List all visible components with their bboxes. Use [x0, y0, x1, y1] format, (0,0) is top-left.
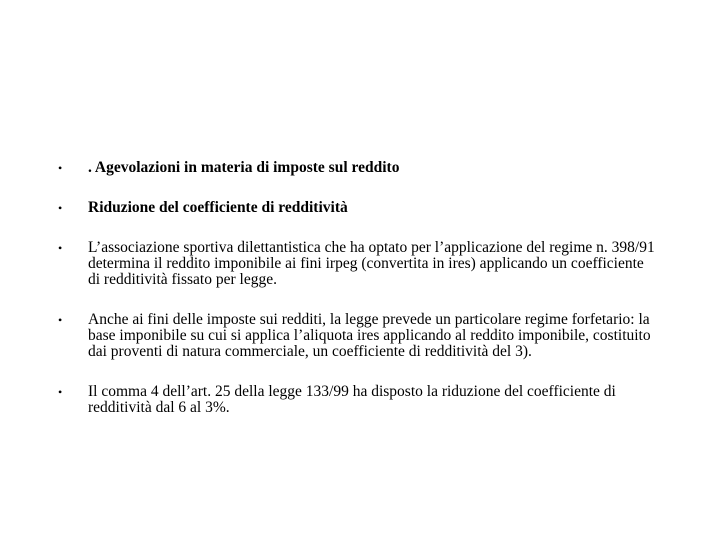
bullet-text: Il comma 4 dell’art. 25 della legge 133/99 ha disposto la riduzione del coefficiente di redditività dal 6 al 3%.: [88, 383, 616, 416]
bullet-dot: •: [58, 201, 63, 215]
bullet-list: [58, 160, 658, 440]
bullet-text: L’associazione sportiva dilettantistica che ha optato per l’applicazione del regime n. 398/91 determina il reddito imponibile ai fini irpeg (convertita in ires) applicando un coefficiente di redditività fissato per legge.: [88, 239, 655, 288]
bullet-dot: •: [58, 161, 63, 175]
bullet-item-subheading: [58, 200, 658, 216]
bullet-dot: •: [58, 313, 63, 327]
bullet-item-associazione: [58, 240, 658, 288]
bullet-item-regime-forfetario: [58, 312, 658, 360]
bullet-item-heading: [58, 160, 658, 176]
bullet-text: Anche ai fini delle imposte sui redditi, la legge prevede un particolare regime forfetario: la base imponibile su cui si applica l’aliquota ires applicando al reddito imponibile, costituito dai proventi di natura commerciale, un coefficiente di redditività del 3).: [88, 311, 651, 360]
bullet-dot: •: [58, 241, 63, 255]
bullet-item-comma-4: [58, 384, 658, 416]
bullet-dot: •: [58, 385, 63, 399]
bullet-text: . Agevolazioni in materia di imposte sul reddito: [88, 159, 400, 176]
bullet-text: Riduzione del coefficiente di redditività: [88, 199, 348, 216]
